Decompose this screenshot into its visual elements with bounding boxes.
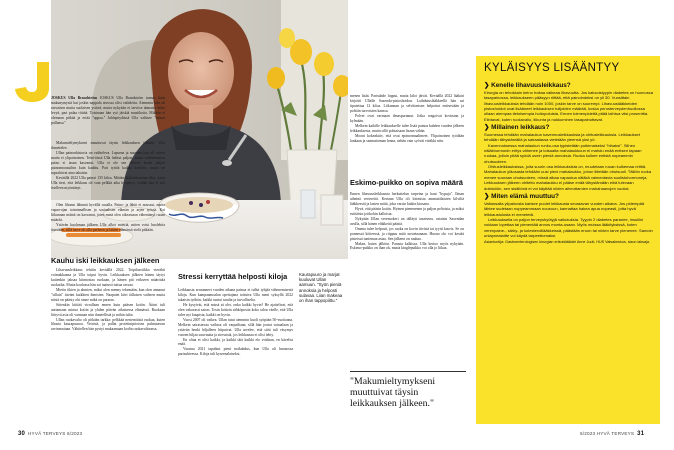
- decorative-j-letter: [15, 62, 51, 102]
- left-column-top: [51, 96, 165, 126]
- paragraph: Ullan painonhistoria on vaihteleva. Lapsena ja nuorena hän oli roteva mutta ei ylipainoinen. Teini-iässä Ulla laihtui paljon, mutta vanhemmiten paino ei tasan kasvanut. Ulla ei ole sen jälkeen kovin paljon painonnousuihin kuin kaahtu. Pari tyttöä kaikki kerittiin, mutta ne tupsahtivat aina takaisin.: [51, 150, 165, 175]
- sidebar-heading-3: ❯ Miten elämä muuttuu?: [484, 192, 559, 200]
- j-shape-icon: [15, 62, 51, 102]
- paragraph: Leikkausta seuranneet vuoden aikana painoa ei tullut tyhjää vähenemisestä kiloja. Kun kampaamoalan opettajana toimiva Ulla meni syksyllä 2022 takaisin työhön, kaikki tuntui tutulta ja turvalliselta.: [178, 288, 293, 302]
- paragraph: Vuonna 2021 tapahtui pieni notkahdus, kun Ulla oli huonossa parisuhteessa. Kiloja tuli kyseenalaiseksi.: [178, 347, 293, 357]
- paragraph: Ystävän kuoleman jälkeen Ulla alkoi miettiä, miten voisi huolehtia itsestään, sillä tarve oli olla perheen ja lasten elämässä vielä pitkään.: [51, 222, 165, 232]
- page-number-left: 30: [18, 431, 26, 437]
- paragraph: menen lisää. Parisuhde loppui, mutta kilot jäivät. Keväällä 2022 lääkäri kirjoitti Ullalle Saxenda-pistoshoidon. Laihdutuslääkkeellä hän sai tiputettua 12 kiloa. Liikunnan ja selvitimisen helpottui entisestään ja pohtiin turvoisten kanssa.: [350, 94, 464, 113]
- right-column-top: [350, 94, 464, 144]
- heading-stressi: Stressi kerryttää helposti kiloja: [178, 272, 288, 281]
- heading-eskimo: Eskimo-puikko on sopiva määrä: [350, 178, 463, 187]
- sidebar-paragraph: Valtaosalla ylipainosta karisee puolet leikkausta seuraavan vuoden aikana. Jos pidempää lähtee sudetaan noppeammaan nousuun, kannattaa hakea apua nopeasti, jotta hyvä leikkaustulosta ei menetetä.: [484, 200, 645, 217]
- sidebar-paragraph: Ohitusleikkauksissa, joita suurin osa leikkauksista on, muutetaan ruoan kulkemaa reittiä. Mahalaukun yläosasta tehdään uusi pieni mahalaukku, johon liitetään ohutsuoli. Tällöin ruoka menee suoraan ohutsuoleen, missä alkaa vapautua näläkä vaimentavia suolistohormoneja. Leikkauksen jälkeen ohitettu mahalaukku ei pääse enää tähystämään eikä tulevaan duktsiöön, sen sisältönä ei voi käyttää niiden aiheuttamien mahahaavojen vuoksi.: [484, 164, 652, 191]
- left-column-mid: [51, 203, 165, 233]
- sidebar-heading-2: ❯ Millainen leikkaus?: [484, 124, 550, 132]
- sidebar-paragraph: Suomessa tehdään mahalaukun kavennusleikkauksia ja ohitusleikkauksia. Leikkaukset tehdään tähystämällä ja sairaalassa vietetään yleensä yksi yö.: [484, 132, 640, 143]
- paragraph: Ennen lihavuusleikkausta herkuttelun tarpeina ja haut "hypuja". Ilman aiheinä vertereitä. Kertaan Ulla oli loitmista ammattilaisten kilviltä lääkkeestä ja lasten miitä, joka varsin kaikin kiusana.: [350, 192, 464, 206]
- paragraph: Mietin itkien ja ahmien, miksi olen menny tekemään, kun olen annanut "sillata" itseäni kaikkien ihmisten. Naaputet kävi tällaisen vaiheen mutta niistä on päästy ohi sinne mikä on parasta.: [51, 287, 165, 302]
- info-sidebar: [476, 56, 660, 424]
- pull-quote: "Makumieltymykseni muuttuivat täysin leikkauksen jälkeen.": [350, 376, 436, 410]
- quote-divider: [350, 371, 466, 372]
- paragraph: Makea, kuten jälkiön. Parasta kalkissa. Ulla kertoo myös nykyään. Eskimo-puikko on ihan ok, mutta kinglepuikko voi olla jo liikaa.: [350, 241, 464, 251]
- paragraph: Mooni kokeaktiiv, että ovat epänormaalimeet. Ylipainoinen työdään lankaan ja saamattoman lenna, nehän vain syövät vieäkki niin.: [350, 133, 464, 143]
- chevron-right-icon: ❯: [484, 124, 490, 132]
- paragraph: Makumieltymykseni muuttuvat täysin leikkauksen jälkeen, Ulla ihmettelee.: [51, 141, 165, 150]
- paragraph: Sittenkin kiittää virrallaan ennen kuin pääsen kotiin. Äitini tuli auttamaan minua kotiin ja yhden päivän aikaisessa elämässä. Ruokaan liittyvä asia oli varmaan niin ihmeellistä ja mihin tulin.: [51, 302, 165, 317]
- right-column-body: [350, 192, 464, 251]
- page-number-right: 31: [637, 431, 645, 437]
- left-column-bottom: [51, 268, 165, 332]
- photo-caption: Kaurapuuro ja marjat kuuluvat Ullan aamuun. "Syön pieniä annoksia ja helposti sulavaa. Liian makeaa on ihan tappopiittu.": [299, 272, 343, 304]
- paragraph: Polvet ovat varmaan ilmaspurtanut. Jotka reagoivat kovinaan ja kylmään.: [350, 113, 464, 123]
- footer-right: [580, 431, 644, 437]
- middle-column: [178, 288, 293, 357]
- chevron-right-icon: ❯: [484, 82, 490, 89]
- lead-paragraph: JOSKUS Ulla Brandström JOSKUS Ulla Brandström tunnas kuin makunymystä kai joskin nappula aivossa olisi vaihdettu. Aiemmin hän oli rasvaisen mutta suolaisen ystävä, mutta nykyään ei tarvitse ahmasta koko levyä, pari palaa riittää. Toisinaan hän syö jätskiä mustikoita. Mikään ei olemaan pitkää ja eriää "uppoa." Juhlapöydässä Ulla valitsee "nuinat pullansa.": [51, 96, 166, 125]
- sidebar-expert-note: Asiantuntija: Gastroenterologisen kirurgian erikoislääkäri Anne Juuti, HUS Vatsakeskus, sisun iaksaja.: [484, 240, 650, 245]
- paragraph: Omena tulee helposti, jos ruoka on kovin tiivistä tai tyytti kasvis. Se on ponnessä köiteessä, ja riippuu mitä nostetaanaan. Huono olo voi kestää pisteissä tuntemaa asiaa. Sen jälkeen on rauhaa.: [350, 226, 464, 241]
- footer-left: [18, 431, 82, 437]
- left-column-intro: [51, 141, 165, 191]
- paragraph: En oltua ei olisi kaikki, ja kaikki tätä kaikki elo voidaan, en kävelisi enää.: [178, 337, 293, 347]
- sidebar-paragraph: Leikkauksella on paljon terveyshyötyjä vaikutuksia. Tyypin 2 diabetes paranee, insuliini voidaan lopettaa tai pienentää annos monta-osaan. Myös muissa lääkityksissä, kuten verenpaine-, särky- ja kolesterolilääkkeissä, päästään eroon tai niiden tarve pienenee. Samoin uniapnealaitte voi käydä tarpeettomaksi.: [484, 216, 653, 238]
- magazine-name-left: HYVÄ TERVEYS 6/2023: [28, 431, 83, 436]
- sidebar-paragraph: Kavennuksessa mahalaukun runko-osa typistetään putkimaiseksi "hihaksi". Siihen näläkhormonin eritys vähenee ja toisaalta mahalaukkuun ei mahdu enää entisen tapaan ruokaa, jolloin pitää syödä usein pieniä annoksia. Ruoka kulkee entistä nopeammin ohutsuoleen.: [484, 142, 642, 164]
- paragraph: Ullan ruokavalio oli pitkään tarkka: pelkkää nestemäistä ruokaa, kuten lihasta kaurapuuroa. Vetristä, ja pallat proteiinipitoisen pulmatavun ravinnostaan. Vähitellen hän pystyi mukaamaan kodin ruokavalioonsa.: [51, 317, 165, 332]
- paragraph: He kysyivät, että missä sä olet, onko kaikki hyvin? He ajattelivat, että olen vakavasti sairas. Tosin laittoin sähköpostia koko talon väelle, että Ulla tulee nyt kaupista, kaikki on hyvin.: [178, 302, 293, 317]
- heading-kauhu: Kauhu iski leikkauksen jälkeen: [51, 256, 160, 265]
- paragraph: Hyvä, että pääsin kotiin. Hyinen pienenenen ja paljon peltoista, ja miksi esittäisin joitkohin kalloista.: [350, 206, 464, 216]
- paragraph: Lihavuusleikkaus tehtiin keväällä 2022. Toipilasviikko vierähti voimakkaana ja Ulla toipui hyvin. Leikkauksen jälkeen hänen täytyi kuitenkin jaksaa kiinnostaa ruokaan, ja hänen piti erikseen määrittää ruokailut. Mutta koulussa hän sai taatusti tuttua rasvaa.: [51, 268, 165, 287]
- chevron-right-icon: ❯: [484, 192, 490, 200]
- magazine-name-right: 6/2023 HYVÄ TERVEYS: [580, 431, 635, 436]
- sidebar-body: [484, 80, 653, 245]
- paragraph: Vuosi 2007 oli vaikea. Ullan tutut aiemmin kuoli syöpään 50-vuotiaana. Melkein sairastavaa vaihtoa oli varpailtaan, sillä hän joutui sairaalaan ja ystävän henki hiljalleen hiipuivat. Ulla arvelee, että siitä tuli väsymys vuoren hiljaa suuvuutta ja stressistä, jos leikkausta ei olisi tehty.: [178, 317, 293, 337]
- paragraph: Melkein kaikille leikkaukselle tulee lisää painoa kahden vuoden jälkeen leikkauksesta, mutta sillä pohtaisaan lisaan vähän.: [350, 123, 464, 133]
- sidebar-paragraph: Kirurgia on tehokkain keino hoitaa vaikeaa lihavuutta. Jos kaksoistyypin diabetes on huonossa tasapainossa, leikkaukseen pääsyyn riittää, että painoindeksi on yli 30. Vuosittain lihavuusleikkauksia tehdään noin 1000, joskin tarve on suurempi. Lihavuuslääkkeiden pistoshoidot ovat lisääneet leikkauksen tulijoiden määrää, koska perusterveydenhuollossa ollaan aiempaa tietoisempia hoitopoluista. Ennen toimenpidettä pitää laihtua viisi prosenttia. Elintavat, kuten ruokavalio, liikunta ja nukkuminen tasapainottavat.: [484, 90, 653, 122]
- sidebar-heading-1: ❯ Kenelle lihavuusleikkaus?: [484, 82, 571, 89]
- paragraph: Olen lihonut lähinnä hyvällä ruoalla. Paino- ja lähtö ei noussut, mutta vapaa-ajan toiminnallisen ja sosiaalisen elämän ja arjen työssä. Kai liikunnan määrä on kasvanut, joten minä olen oikeastaan vähentänyt ruoan määrää.: [51, 203, 165, 222]
- paragraph: Keväällä 2022 Ulla painoi 135 kiloa. Mitään lääkintävaraan ollut, joten Ulla tiesi, että leikkaus oli vain pelkkä aika kysymys, vaikka hän ei sitä itselleen myöntänyt.: [51, 175, 165, 190]
- sidebar-title: KYLÄISYYS LISÄÄNTYY: [484, 62, 620, 74]
- paragraph: Nykyään Ullan verensokeri on tälläyti tasaisena, ostaisin Saxendan avulla, sillä hänen eläkkeitä päästä.: [350, 216, 464, 226]
